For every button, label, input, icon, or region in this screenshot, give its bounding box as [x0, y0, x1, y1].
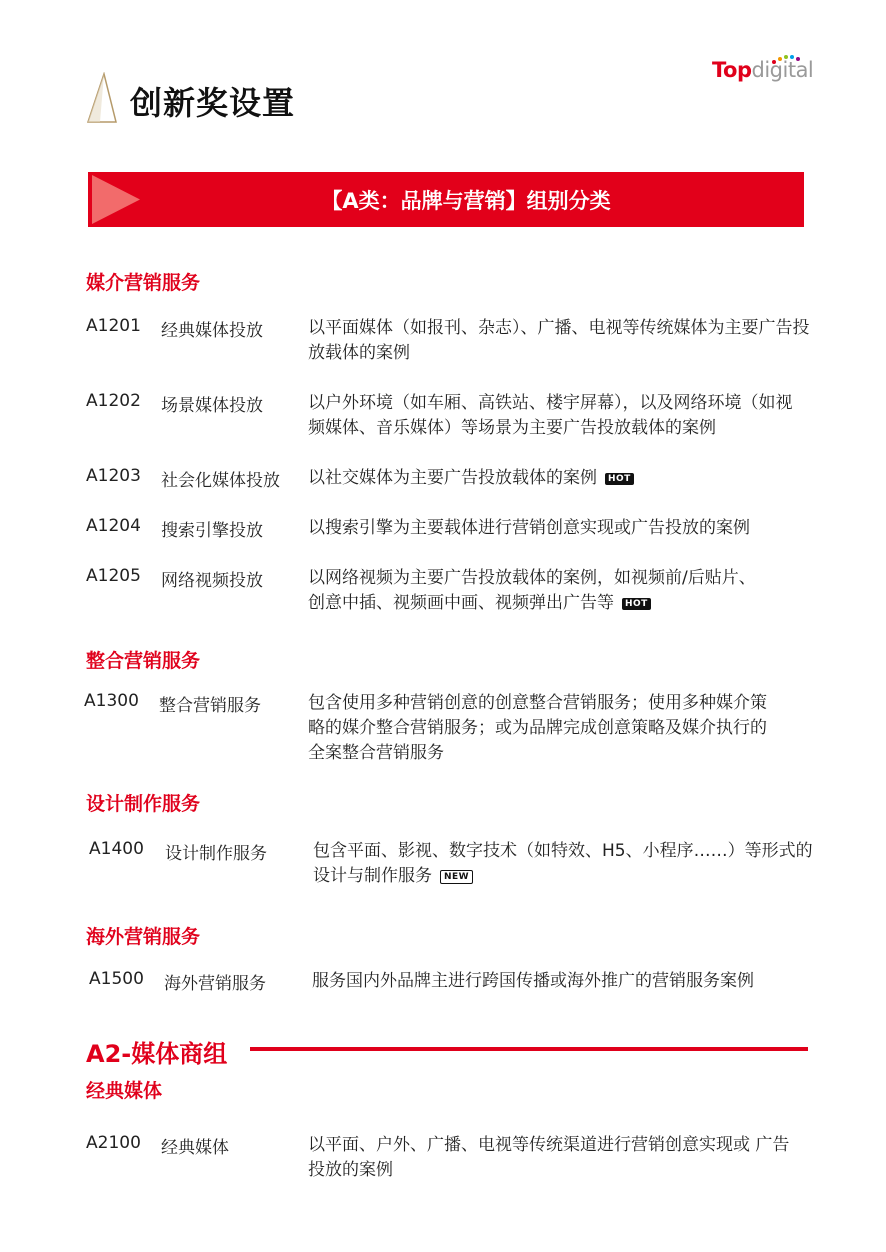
row-description — [308, 566, 818, 616]
new-badge: NEW — [440, 870, 473, 884]
row-code: A1204 — [86, 516, 141, 536]
row-name: 整合营销服务 — [159, 696, 261, 716]
section-title: 设计制作服务 — [86, 793, 201, 815]
desc-line: 放载体的案例 — [308, 343, 410, 363]
section-title: 经典媒体 — [86, 1080, 163, 1102]
desc-line: 包含使用多种营销创意的创意整合营销服务；使用多种媒介策 — [308, 693, 767, 713]
category-banner — [88, 172, 804, 227]
section-title: 海外营销服务 — [86, 926, 201, 948]
desc-text: 创意中插、视频画中画、视频弹出广告等 — [308, 593, 614, 613]
desc-line: 包含平面、影视、数字技术（如特效、H5、小程序……）等形式的 — [313, 841, 813, 861]
logo-top-text: Top — [712, 58, 752, 82]
row-description — [308, 391, 818, 441]
section-title: 整合营销服务 — [86, 650, 201, 672]
topdigital-logo — [712, 58, 813, 82]
row-code: A1300 — [84, 691, 139, 711]
row-code: A1400 — [89, 839, 144, 859]
hot-badge: HOT — [622, 598, 651, 610]
hot-badge: HOT — [605, 473, 634, 485]
row-name: 社会化媒体投放 — [161, 471, 280, 491]
row-name: 设计制作服务 — [165, 844, 267, 864]
desc-line: 投放的案例 — [308, 1160, 393, 1180]
section-title: 媒介营销服务 — [86, 272, 201, 294]
row-description — [308, 316, 818, 366]
mountain-logo-icon — [84, 72, 120, 124]
group-divider — [250, 1047, 808, 1051]
row-description — [308, 1133, 818, 1183]
group-title: A2-媒体商组 — [86, 1040, 228, 1068]
row-code: A1500 — [89, 969, 144, 989]
row-name: 场景媒体投放 — [161, 396, 263, 416]
row-description — [308, 691, 818, 766]
row-name: 网络视频投放 — [161, 571, 263, 591]
row-name: 海外营销服务 — [164, 974, 266, 994]
row-description — [312, 969, 822, 994]
desc-line: 频媒体、音乐媒体）等场景为主要广告投放载体的案例 — [308, 418, 716, 438]
row-code: A2100 — [86, 1133, 141, 1153]
desc-line: 全案整合营销服务 — [308, 743, 444, 763]
row-name: 搜索引擎投放 — [161, 521, 263, 541]
desc-line — [313, 864, 823, 889]
desc-text: 以社交媒体为主要广告投放载体的案例 — [308, 468, 597, 488]
page-title: 创新奖设置 — [130, 84, 296, 122]
desc-line: 略的媒介整合营销服务；或为品牌完成创意策略及媒介执行的 — [308, 718, 767, 738]
row-description — [313, 839, 823, 889]
desc-line — [308, 591, 818, 616]
desc-line: 以平面媒体（如报刊、杂志）、广播、电视等传统媒体为主要广告投 — [308, 318, 810, 338]
desc-line — [308, 466, 818, 491]
row-name: 经典媒体投放 — [161, 321, 263, 341]
row-code: A1205 — [86, 566, 141, 586]
desc-line: 以搜索引擎为主要载体进行营销创意实现或广告投放的案例 — [308, 518, 750, 538]
desc-line: 以户外环境（如车厢、高铁站、楼宇屏幕），以及网络环境（如视 — [308, 393, 793, 413]
row-name: 经典媒体 — [161, 1138, 229, 1158]
desc-line: 以网络视频为主要广告投放载体的案例，如视频前/后贴片、 — [308, 568, 756, 588]
row-code: A1203 — [86, 466, 141, 486]
row-description — [308, 466, 818, 491]
banner-title: 【A类：品牌与营销】组别分类 — [321, 189, 611, 213]
row-code: A1201 — [86, 316, 141, 336]
desc-line: 以平面、户外、广播、电视等传统渠道进行营销创意实现或 广告 — [308, 1135, 790, 1155]
row-description — [308, 516, 818, 541]
desc-text: 设计与制作服务 — [313, 866, 432, 886]
logo-digital-text: digital — [751, 58, 814, 82]
row-code: A1202 — [86, 391, 141, 411]
desc-line: 服务国内外品牌主进行跨国传播或海外推广的营销服务案例 — [312, 971, 754, 991]
